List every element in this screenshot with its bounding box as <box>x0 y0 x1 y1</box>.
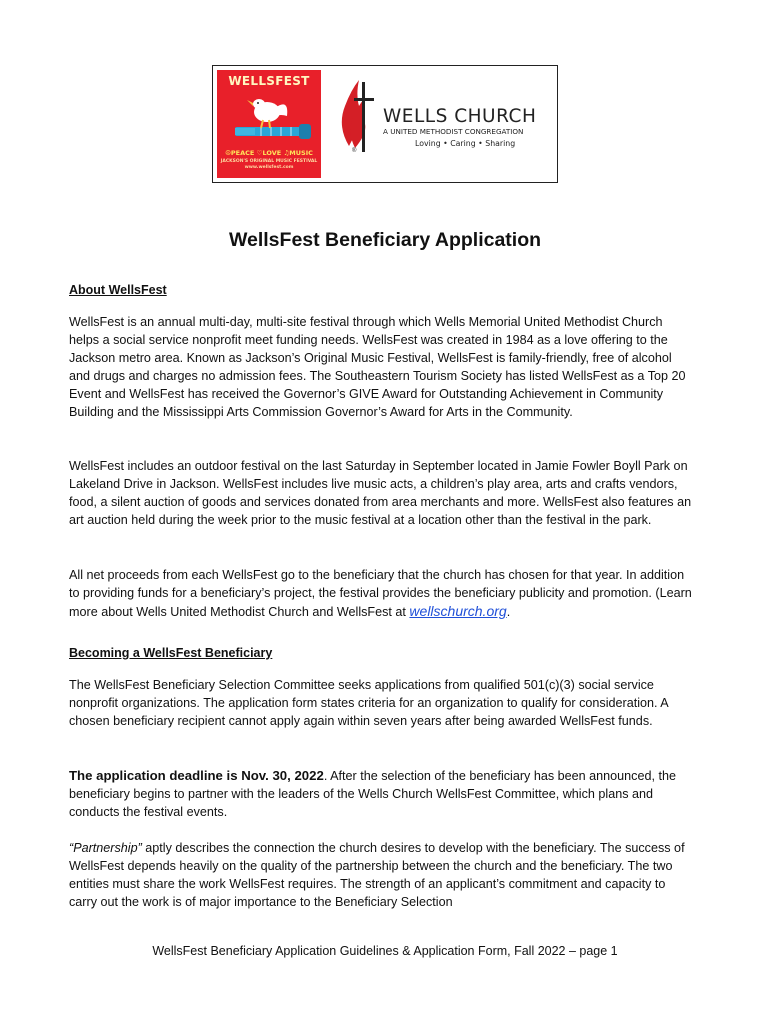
document-title: WellsFest Beneficiary Application <box>228 229 542 251</box>
becoming-paragraph-2-text: . After the selection of the beneficiary has been announced, the beneficiary begins to partner with the leaders of the Wells Church WellsFest Committee, which plans and conducts the festival events. <box>69 769 676 819</box>
wellsfest-logo-title: WELLSFEST <box>228 74 310 88</box>
church-tagline: Loving • Caring • Sharing <box>415 139 516 148</box>
becoming-paragraph-3-text: aptly describes the connection the church desires to develop with the beneficiary. The success of WellsFest depends heavily on the quality of the partnership between the church and the beneficiary. The two entities must share the work WellsFest requires. The strength of an applicant’s commitment and capacity to carry out the work is of major importance to the Beneficiary Selection <box>69 841 685 909</box>
page-footer: WellsFest Beneficiary Application Guidelines & Application Form, Fall 2022 – page 1 <box>152 944 618 958</box>
about-paragraph-3 <box>69 566 693 621</box>
partnership-term: “Partnership” <box>69 841 142 855</box>
section-heading-becoming: Becoming a WellsFest Beneficiary <box>69 646 273 660</box>
becoming-paragraph-2 <box>69 767 693 821</box>
becoming-paragraph-3 <box>69 839 693 911</box>
wells-church-logo <box>335 76 555 176</box>
cross-and-flame-icon <box>335 76 381 156</box>
logo-banner <box>212 65 558 183</box>
application-deadline: The application deadline is Nov. 30, 2022 <box>69 768 324 783</box>
about-paragraph-3-end: . <box>506 605 511 619</box>
about-paragraph-1: WellsFest is an annual multi-day, multi-site festival through which Wells Memorial United Methodist Church helps a social service nonprofit meet funding needs. WellsFest was created in 1984 as a love offering to the Jackson metro area. Known as Jackson’s Original Music Festival, WellsFest is family-friendly, free of alcohol and drugs and charges no admission fees. The Southeastern Tourism Society has listed WellsFest as a Top 20 Event and WellsFest has received the Governor’s GIVE Award for Outstanding Achievement in Community Building and the Mississippi Arts Commission Governor’s Award for Arts in the Community. <box>69 315 686 419</box>
registered-mark: ® <box>352 148 357 154</box>
becoming-paragraph-1: The WellsFest Beneficiary Selection Committee seeks applications from qualified 501(c)(3) social service nonprofit organizations. The application form states criteria for an organization to qualify for consideration. A chosen beneficiary recipient cannot apply again within seven years after being awarded WellsFest funds. <box>69 678 669 728</box>
wellsfest-logo <box>217 70 321 178</box>
wellsfest-logo-url: www.wellsfest.com <box>244 164 294 170</box>
wellsfest-logo-tagline: ☮PEACE ♡LOVE ♫MUSIC <box>225 149 313 157</box>
church-name: WELLS CHURCH <box>383 106 537 127</box>
wellschurch-link[interactable]: wellschurch.org <box>409 603 507 619</box>
wellsfest-logo-subline-text: JACKSON'S ORIGINAL MUSIC FESTIVAL <box>220 159 318 164</box>
wellsfest-logo-subline <box>217 159 321 170</box>
church-subtitle: A UNITED METHODIST CONGREGATION <box>383 127 524 136</box>
about-paragraph-2: WellsFest includes an outdoor festival on the last Saturday in September located in Jamie Fowler Boyll Park on Lakeland Drive in Jackson. WellsFest includes live music acts, a children’s play area, arts and crafts vendors, food, a silent auction of goods and services donated from area merchants and more. WellsFest also features an art auction held during the week prior to the music festival at a location other than the festival in the park. <box>69 459 692 527</box>
about-paragraph-3-text: All net proceeds from each WellsFest go to the beneficiary that the church has chosen for that year. In addition to providing funds for a beneficiary’s project, the festival provides the beneficiary publicity and promotion. (Learn more about Wells United Methodist Church and WellsFest at <box>69 568 692 619</box>
section-heading-about: About WellsFest <box>69 283 167 297</box>
